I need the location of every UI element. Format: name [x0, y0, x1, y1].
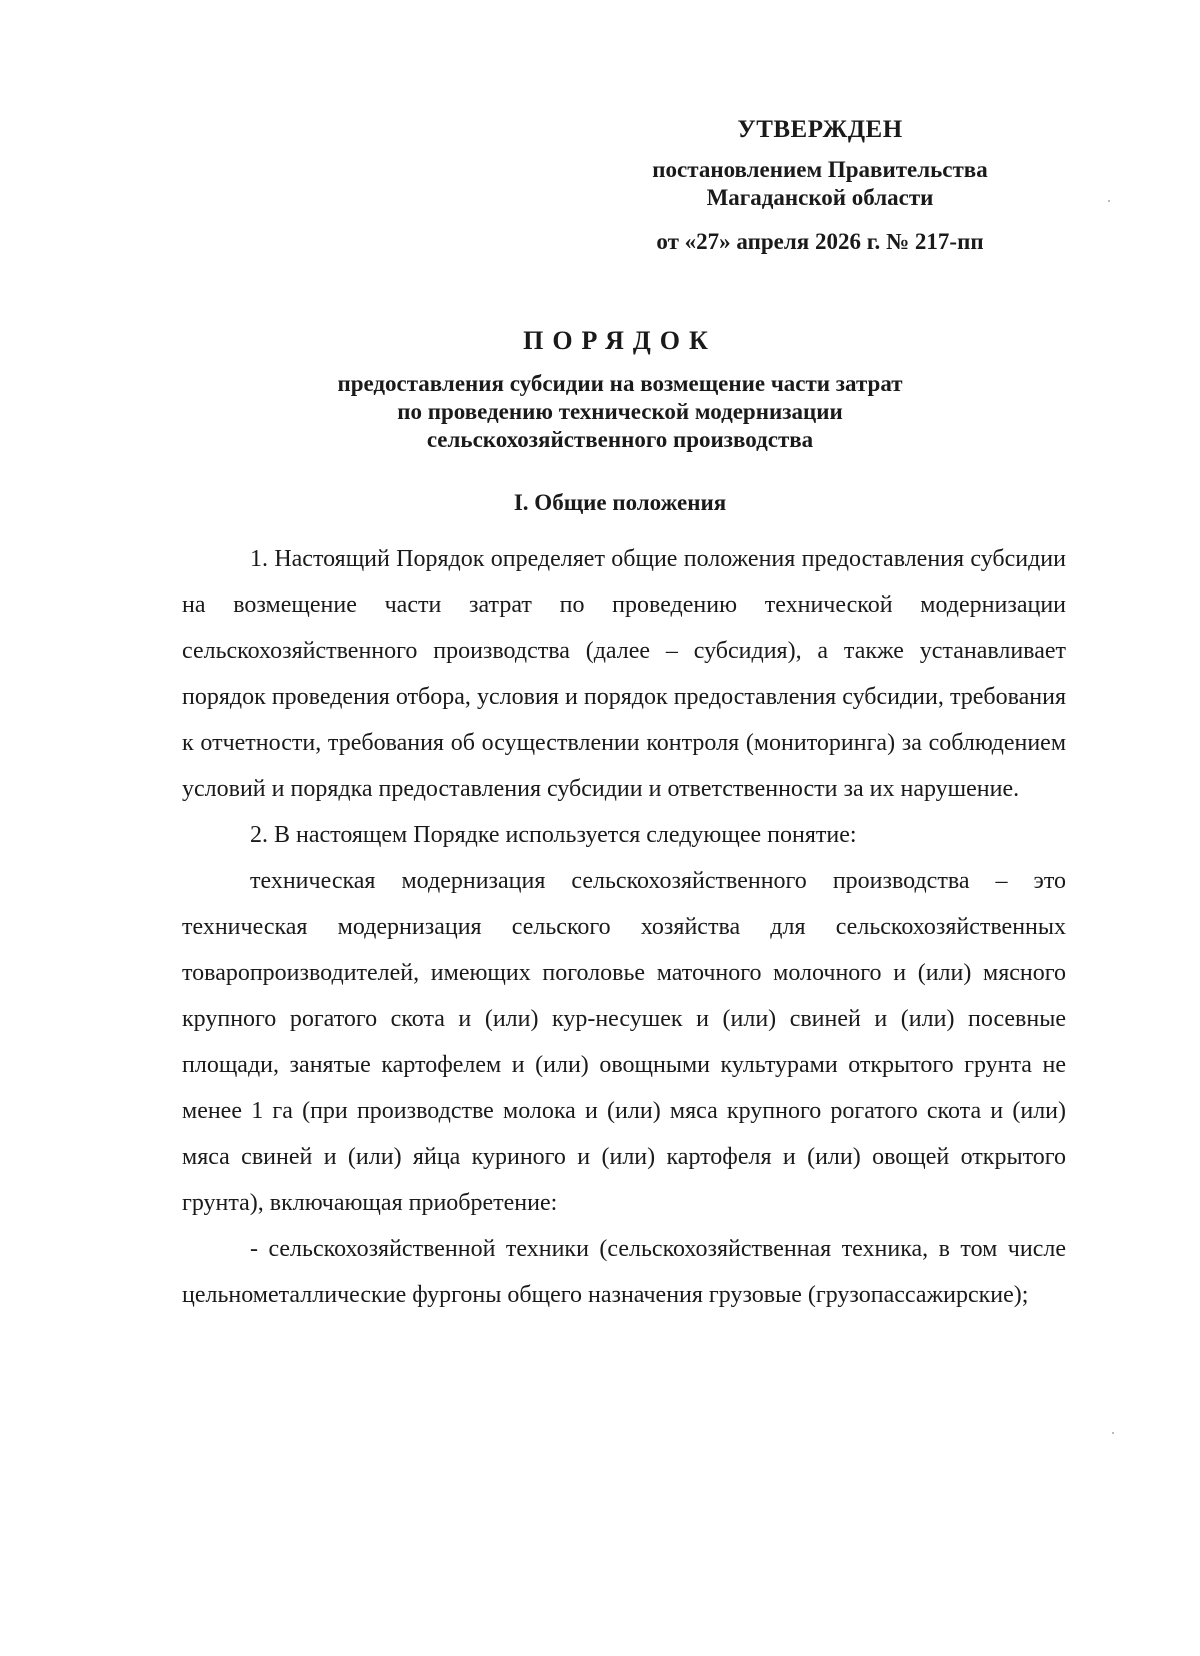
scan-speck — [1112, 1432, 1114, 1434]
paragraph: - сельскохозяйственной техники (сельскохозяйственная техника, в том числе цельнометаллические фургоны общего назначения грузовые (грузопассажирские); — [182, 1236, 1066, 1308]
subtitle-line: предоставления субсидии на возмещение части затрат — [337, 371, 903, 396]
subtitle-line: по проведению технической модернизации — [397, 399, 843, 424]
section-heading: I. Общие положения — [513, 490, 727, 515]
paragraph: 1. Настоящий Порядок определяет общие положения предоставления субсидии на возмещение части затрат по проведению технической модернизации сельскохозяйственного производства (далее – субсидия), а также устанавливает порядок проведения отбора, условия и порядок предоставления субсидии, требования к отчетности, требования об осуществлении контроля (мониторинга) за соблюдением условий и порядка предоставления субсидии и ответственности за их нарушение. — [182, 546, 1066, 802]
approval-title: УТВЕРЖДЕН — [737, 116, 903, 143]
approval-line-1: постановлением Правительства — [652, 157, 988, 182]
paragraph: техническая модернизация сельскохозяйственного производства – это техническая модернизация сельского хозяйства для сельскохозяйственных товаропроизводителей, имеющих поголовье маточного молочного и (или) мясного крупного рогатого скота и (или) кур-несушек и (или) свиней и (или) посевные площади, занятые картофелем и (или) овощными культурами открытого грунта не менее 1 га (при производстве молока и (или) мяса крупного рогатого скота и (или) мяса свиней и (или) яйца куриного и (или) картофеля и (или) овощей открытого грунта), включающая приобретение: — [182, 868, 1066, 1216]
document-subtitle — [230, 370, 1010, 454]
subtitle-line: сельскохозяйственного производства — [426, 427, 814, 452]
scan-speck — [1108, 200, 1110, 202]
approval-line-2: Магаданской области — [706, 185, 934, 210]
paragraph: 2. В настоящем Порядке используется следующее понятие: — [250, 822, 857, 848]
document-title: ПОРЯДОК — [523, 326, 717, 355]
approval-stamp — [575, 116, 1065, 256]
approval-date: от «27» апреля 2026 г. № 217-пп — [656, 229, 984, 254]
document-body — [182, 536, 1066, 1318]
